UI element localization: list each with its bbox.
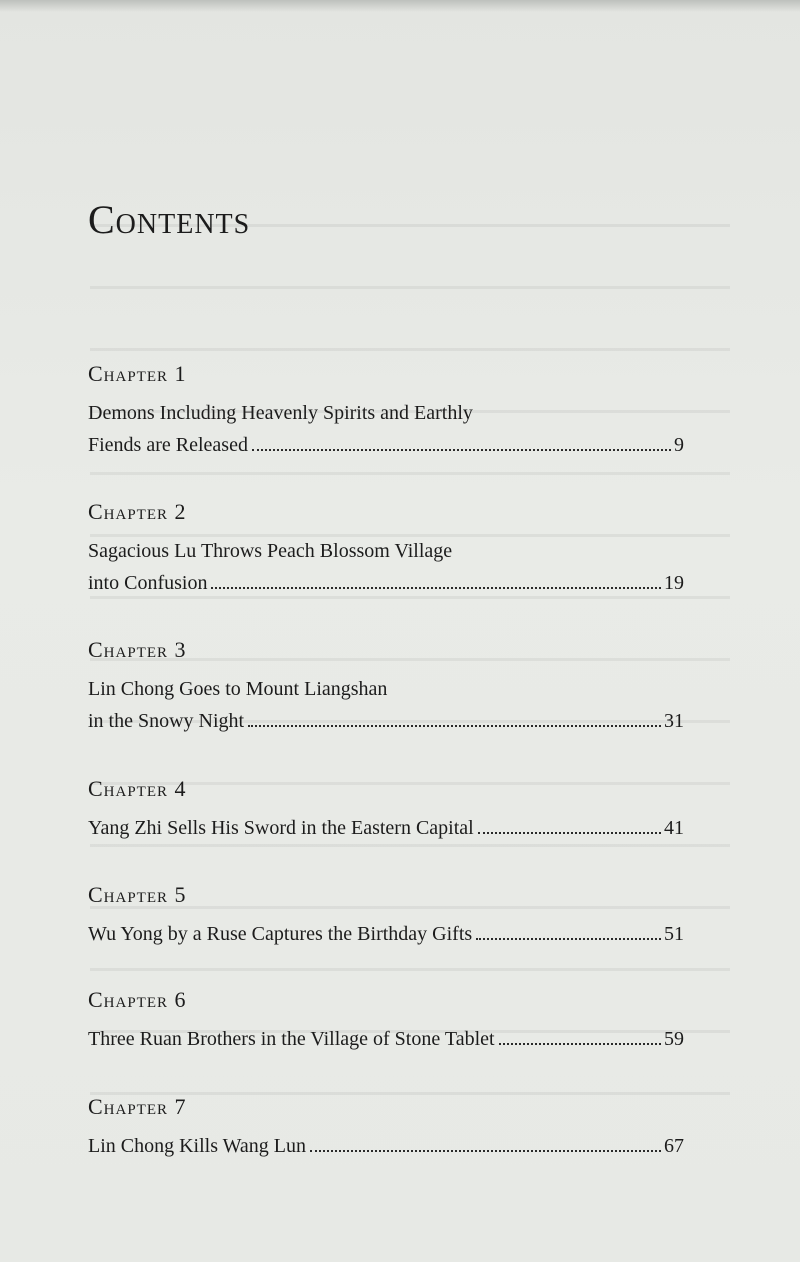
chapter-title-end: Fiends are Released xyxy=(88,434,248,456)
chapter-title-end: Yang Zhi Sells His Sword in the Eastern Capital xyxy=(88,817,474,839)
page-number: 51 xyxy=(664,923,684,945)
chapter-title-end: Lin Chong Kills Wang Lun xyxy=(88,1135,307,1157)
chapter-title-leader xyxy=(88,567,684,599)
toc-entry-chapter-7 xyxy=(88,1092,684,1162)
dot-leader xyxy=(252,449,671,451)
chapter-title-leader xyxy=(88,429,684,461)
dot-leader xyxy=(248,725,661,727)
chapter-title-end: Wu Yong by a Ruse Captures the Birthday Gifts xyxy=(88,923,473,945)
chapter-title-leader xyxy=(88,918,684,950)
dot-leader xyxy=(478,832,661,834)
toc-entry-chapter-6 xyxy=(88,985,684,1055)
chapter-title-line: Lin Chong Goes to Mount Liangshan xyxy=(88,678,388,700)
toc-entry-chapter-4 xyxy=(88,774,684,844)
toc-entry-chapter-3 xyxy=(88,635,684,737)
chapter-label: Chapter 3 xyxy=(88,637,187,662)
dot-leader xyxy=(211,587,661,589)
chapter-title-line: Sagacious Lu Throws Peach Blossom Village xyxy=(88,540,453,562)
contents-heading: Contents xyxy=(88,197,251,242)
toc-entry-chapter-5 xyxy=(88,880,684,950)
page-number: 59 xyxy=(664,1028,684,1050)
chapter-title-leader xyxy=(88,1023,684,1055)
chapter-label: Chapter 1 xyxy=(88,361,187,386)
toc-entry-chapter-1 xyxy=(88,359,684,461)
dot-leader xyxy=(310,1150,661,1152)
chapter-title-leader xyxy=(88,812,684,844)
chapter-title-line: Demons Including Heavenly Spirits and Earthly xyxy=(88,402,473,424)
chapter-title-end: in the Snowy Night xyxy=(88,710,245,732)
dot-leader xyxy=(476,938,661,940)
page-number: 31 xyxy=(664,710,684,732)
chapter-label: Chapter 4 xyxy=(88,776,187,801)
chapter-title-end: into Confusion xyxy=(88,572,208,594)
chapter-title-leader xyxy=(88,705,684,737)
page-number: 19 xyxy=(664,572,684,594)
dot-leader xyxy=(499,1043,661,1045)
page-number: 41 xyxy=(664,817,684,839)
page-number: 9 xyxy=(674,434,684,456)
chapter-label: Chapter 7 xyxy=(88,1094,187,1119)
page-number: 67 xyxy=(664,1135,684,1157)
chapter-label: Chapter 2 xyxy=(88,499,187,524)
chapter-title-leader xyxy=(88,1130,684,1162)
page-edge-shadow xyxy=(0,0,800,12)
chapter-label: Chapter 6 xyxy=(88,987,187,1012)
toc-entry-chapter-2 xyxy=(88,497,684,599)
chapter-label: Chapter 5 xyxy=(88,882,187,907)
chapter-title-end: Three Ruan Brothers in the Village of Stone Tablet xyxy=(88,1028,495,1050)
